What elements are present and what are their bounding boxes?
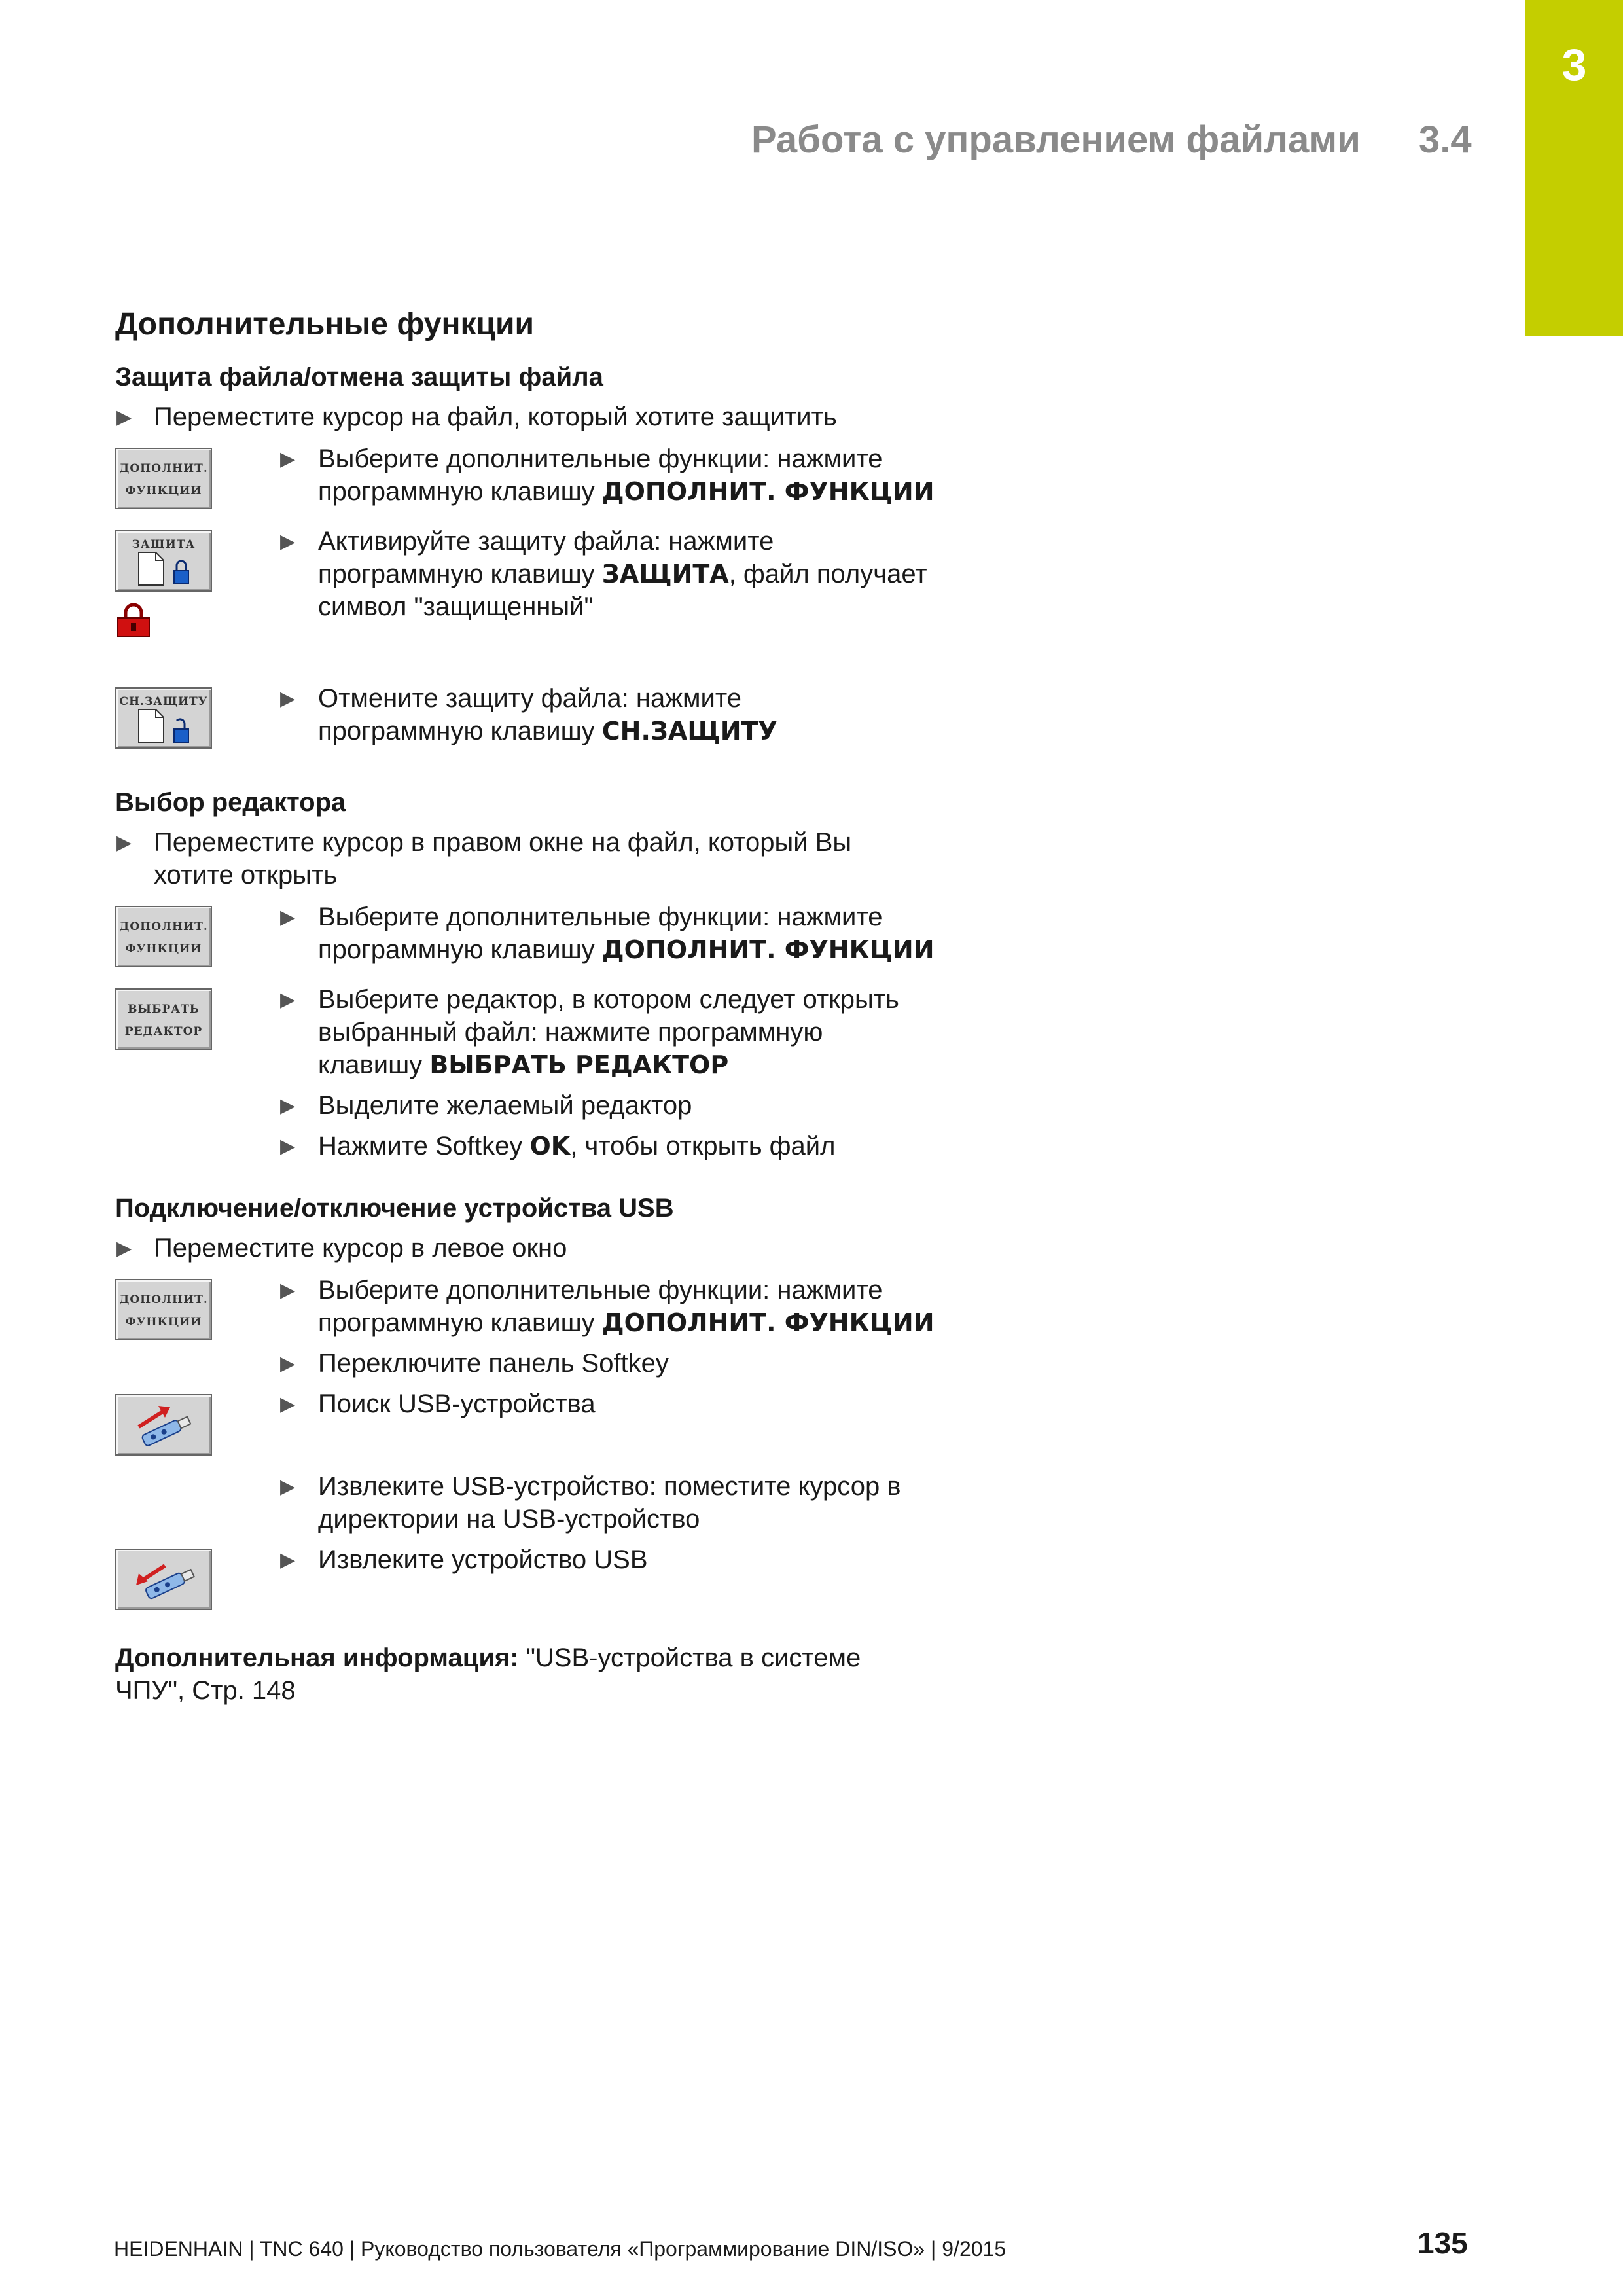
bullet-icon: ▶ — [280, 531, 296, 552]
softkey-label: СН.ЗАЩИТУ — [119, 695, 208, 708]
more-info: Дополнительная информация: "USB-устройства в системе ЧПУ", Стр. 148 — [115, 1643, 861, 1705]
chapter-tab — [1525, 0, 1623, 336]
bullet-icon: ▶ — [116, 1238, 132, 1259]
editor-step-3: Выберите редактор, в котором следует открыть выбранный файл: нажмите программную клавишу ВЫБРАТЬ РЕДАКТОР — [318, 985, 899, 1079]
softkey-label: ДОПОЛНИТ. — [119, 1293, 208, 1306]
bullet-icon: ▶ — [280, 1476, 296, 1498]
softkey-label: ФУНКЦИИ — [125, 484, 202, 497]
softkey-label: ДОПОЛНИТ. — [119, 920, 208, 933]
usb-step-5: Извлеките USB-устройство: поместите курсор в директории на USB-устройство — [318, 1472, 901, 1534]
editor-step-5: Нажмите Softkey OK, чтобы открыть файл — [318, 1132, 836, 1160]
usb-step-3: Переключите панель Softkey — [318, 1349, 669, 1378]
editor-step-2: Выберите дополнительные функции: нажмите программную клавишу ДОПОЛНИТ. ФУНКЦИИ — [318, 903, 935, 964]
editor-heading: Выбор редактора — [115, 788, 346, 817]
protect-step-4: Отмените защиту файла: нажмите программную клавишу СН.ЗАЩИТУ — [318, 684, 777, 745]
bullet-icon: ▶ — [280, 906, 296, 928]
running-title: Работа с управлением файлами — [751, 118, 1361, 161]
bullet-icon: ▶ — [280, 1136, 296, 1157]
bullet-icon: ▶ — [280, 1095, 296, 1117]
softkey-select-editor[interactable] — [115, 988, 212, 1050]
usb-eject-icon — [130, 1556, 200, 1605]
protect-step-1: Переместите курсор на файл, который хотите защитить — [154, 403, 837, 431]
protect-heading: Защита файла/отмена защиты файла — [115, 363, 603, 391]
protect-step-3: Активируйте защиту файла: нажмите программную клавишу ЗАЩИТА, файл получает символ "защищенный" — [318, 527, 927, 621]
usb-connect-icon — [130, 1402, 200, 1450]
softkey-label: ВЫБРАТЬ — [128, 1003, 200, 1016]
bullet-icon: ▶ — [280, 1549, 296, 1571]
bullet-icon: ▶ — [116, 406, 132, 428]
page-number: 135 — [1418, 2226, 1468, 2260]
bullet-icon: ▶ — [280, 1393, 296, 1415]
page-title: Дополнительные функции — [115, 307, 535, 342]
softkey-label: РЕДАКТОР — [124, 1025, 203, 1038]
bullet-icon: ▶ — [280, 1353, 296, 1374]
bullet-icon: ▶ — [280, 989, 296, 1011]
softkey-label: ДОПОЛНИТ. — [119, 462, 208, 475]
unprotected-file-icon — [136, 708, 195, 746]
usb-heading: Подключение/отключение устройства USB — [115, 1194, 674, 1223]
softkey-label: ФУНКЦИИ — [125, 942, 202, 956]
softkey-label: ЗАЩИТА — [132, 538, 196, 551]
softkey-usb-eject[interactable] — [115, 1549, 212, 1610]
chapter-number: 3 — [1561, 40, 1587, 90]
usb-step-6: Извлеките устройство USB — [318, 1545, 648, 1574]
softkey-more-functions[interactable] — [115, 448, 212, 509]
bullet-icon: ▶ — [280, 1280, 296, 1301]
softkey-unprotect[interactable] — [115, 687, 212, 749]
usb-step-1: Переместите курсор в левое окно — [154, 1234, 567, 1263]
usb-step-2: Выберите дополнительные функции: нажмите программную клавишу ДОПОЛНИТ. ФУНКЦИИ — [318, 1276, 935, 1337]
editor-step-4: Выделите желаемый редактор — [318, 1091, 692, 1120]
usb-step-4: Поиск USB-устройства — [318, 1390, 596, 1418]
bullet-icon: ▶ — [280, 448, 296, 470]
section-number: 3.4 — [1419, 118, 1472, 161]
softkey-more-functions[interactable] — [115, 906, 212, 967]
protected-file-icon — [136, 551, 195, 589]
softkey-usb-connect[interactable] — [115, 1394, 212, 1456]
bullet-icon: ▶ — [280, 688, 296, 709]
protected-lock-icon — [115, 602, 152, 639]
protect-step-2: Выберите дополнительные функции: нажмите программную клавишу ДОПОЛНИТ. ФУНКЦИИ — [318, 444, 935, 506]
editor-step-1: Переместите курсор в правом окне на файл, который Вы хотите открыть — [154, 828, 852, 889]
softkey-label: ФУНКЦИИ — [125, 1316, 202, 1329]
softkey-more-functions[interactable] — [115, 1279, 212, 1340]
footer-text: HEIDENHAIN | TNC 640 | Руководство пользователя «Программирование DIN/ISO» | 9/2015 — [114, 2237, 1007, 2261]
softkey-protect[interactable] — [115, 530, 212, 592]
bullet-icon: ▶ — [116, 832, 132, 853]
